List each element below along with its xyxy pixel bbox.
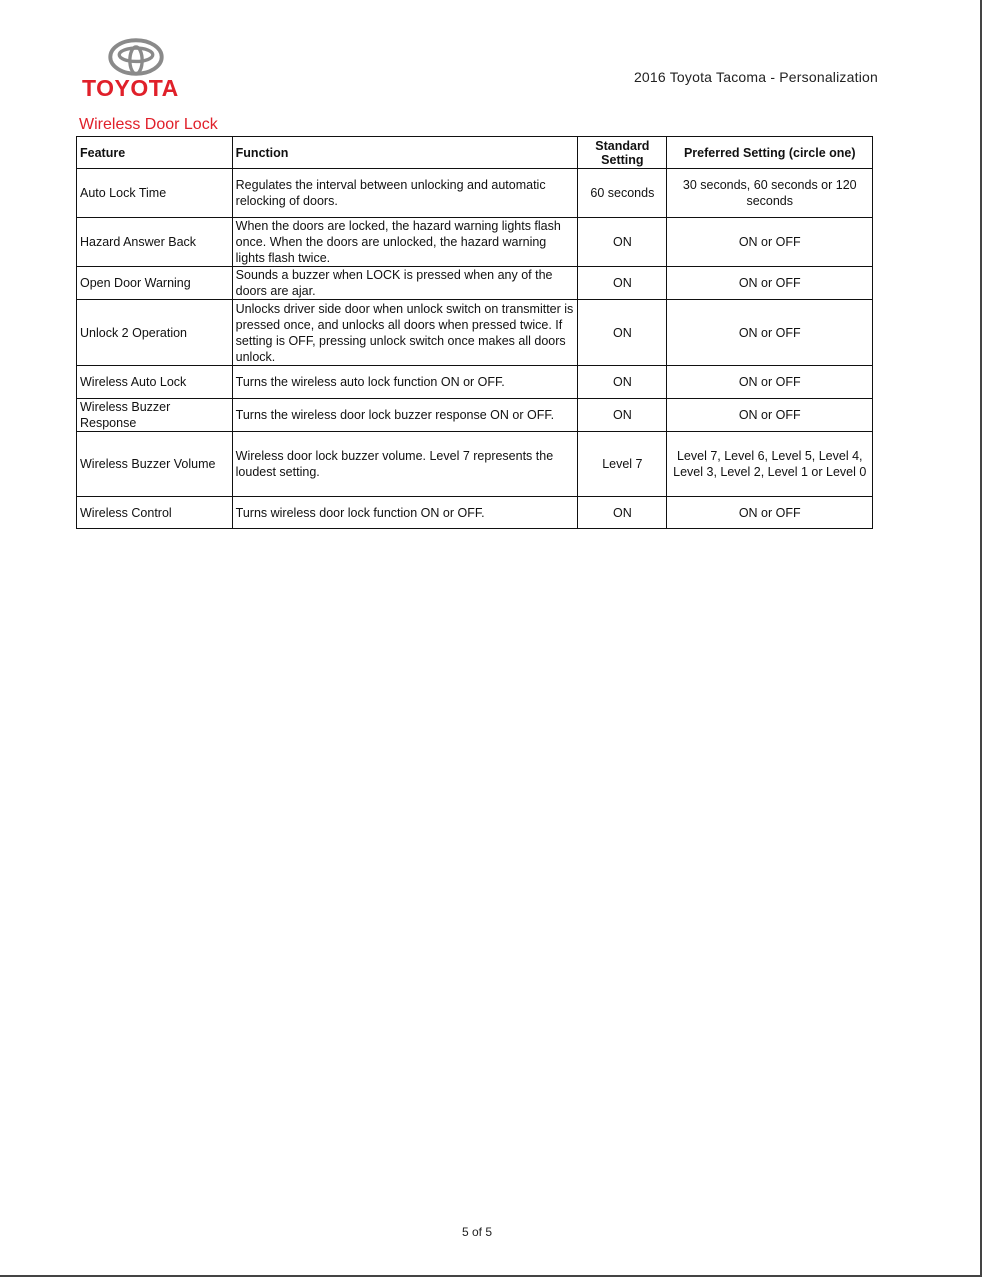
standard-setting-cell: ON <box>578 399 667 432</box>
toyota-emblem-icon <box>108 38 164 76</box>
brand-wordmark: TOYOTA <box>82 75 179 101</box>
settings-table <box>76 136 873 529</box>
function-cell: Regulates the interval between unlocking and automatic relocking of doors. <box>232 169 578 218</box>
standard-setting-cell: ON <box>578 366 667 399</box>
feature-cell: Wireless Auto Lock <box>77 366 233 399</box>
header-standard-setting: Standard Setting <box>578 137 667 169</box>
section-title: Wireless Door Lock <box>79 116 218 133</box>
preferred-setting-cell: ON or OFF <box>667 497 873 529</box>
table-row <box>77 169 873 218</box>
feature-cell: Open Door Warning <box>77 267 233 300</box>
standard-setting-cell: ON <box>578 267 667 300</box>
function-cell: Turns wireless door lock function ON or OFF. <box>232 497 578 529</box>
standard-setting-cell: ON <box>578 218 667 267</box>
preferred-setting-cell: ON or OFF <box>667 300 873 366</box>
preferred-setting-cell: Level 7, Level 6, Level 5, Level 4, Level 3, Level 2, Level 1 or Level 0 <box>667 432 873 497</box>
feature-cell: Hazard Answer Back <box>77 218 233 267</box>
function-cell: Turns the wireless door lock buzzer response ON or OFF. <box>232 399 578 432</box>
standard-setting-cell: Level 7 <box>578 432 667 497</box>
preferred-setting-cell: ON or OFF <box>667 267 873 300</box>
toyota-logo <box>78 38 198 102</box>
table-row <box>77 300 873 366</box>
header-preferred-setting: Preferred Setting (circle one) <box>667 137 873 169</box>
feature-cell: Wireless Buzzer Volume <box>77 432 233 497</box>
standard-setting-cell: ON <box>578 497 667 529</box>
table-row <box>77 399 873 432</box>
standard-setting-cell: 60 seconds <box>578 169 667 218</box>
table-row <box>77 267 873 300</box>
table-row <box>77 432 873 497</box>
table-row <box>77 218 873 267</box>
feature-cell: Unlock 2 Operation <box>77 300 233 366</box>
standard-setting-cell: ON <box>578 300 667 366</box>
header-feature: Feature <box>77 137 233 169</box>
header-function: Function <box>232 137 578 169</box>
function-cell: Unlocks driver side door when unlock switch on transmitter is pressed once, and unlocks all doors when pressed twice. If setting is OFF, pressing unlock switch once makes all doors unlock. <box>232 300 578 366</box>
page-number: 5 of 5 <box>461 1225 493 1239</box>
preferred-setting-cell: ON or OFF <box>667 218 873 267</box>
function-cell: Wireless door lock buzzer volume. Level 7 represents the loudest setting. <box>232 432 578 497</box>
table-row <box>77 366 873 399</box>
document-title: 2016 Toyota Tacoma - Personalization <box>633 69 878 85</box>
feature-cell: Wireless Buzzer Response <box>77 399 233 432</box>
preferred-setting-cell: ON or OFF <box>667 399 873 432</box>
table-row <box>77 497 873 529</box>
function-cell: When the doors are locked, the hazard warning lights flash once. When the doors are unlocked, the hazard warning lights flash twice. <box>232 218 578 267</box>
function-cell: Turns the wireless auto lock function ON or OFF. <box>232 366 578 399</box>
feature-cell: Wireless Control <box>77 497 233 529</box>
table-header-row <box>77 137 873 169</box>
preferred-setting-cell: 30 seconds, 60 seconds or 120 seconds <box>667 169 873 218</box>
preferred-setting-cell: ON or OFF <box>667 366 873 399</box>
function-cell: Sounds a buzzer when LOCK is pressed when any of the doors are ajar. <box>232 267 578 300</box>
feature-cell: Auto Lock Time <box>77 169 233 218</box>
